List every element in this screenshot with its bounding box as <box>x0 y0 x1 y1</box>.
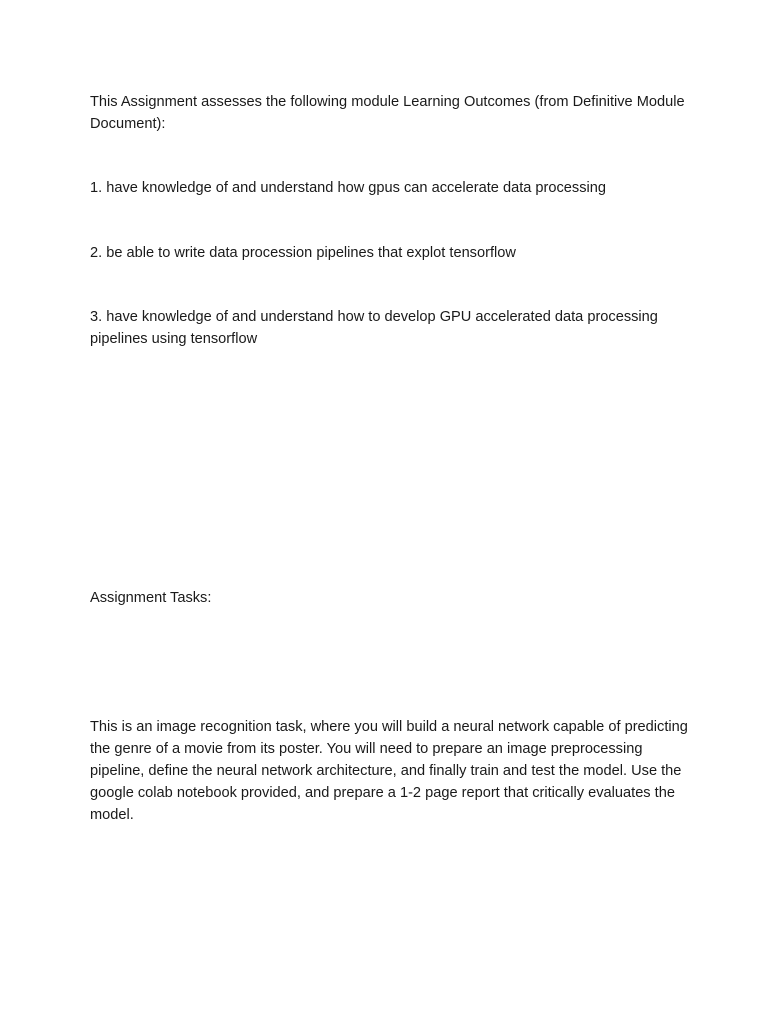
learning-outcome-1: 1. have knowledge of and understand how gpus can accelerate data processing <box>90 180 606 196</box>
task-description-paragraph: This is an image recognition task, where you will build a neural network capable of predicting the genre of a movie from its poster. You will need to prepare an image preprocessing pipeline, define the neural network architecture, and finally train and test the model. Use the google colab notebook provided, and prepare a 1-2 page report that critically evaluates the model. <box>90 719 688 823</box>
learning-outcome-2: 2. be able to write data procession pipelines that explot tensorflow <box>90 245 516 261</box>
learning-outcome-3: 3. have knowledge of and understand how to develop GPU accelerated data processing pipelines using tensorflow <box>90 309 658 347</box>
tasks-heading: Assignment Tasks: <box>90 590 212 606</box>
intro-paragraph: This Assignment assesses the following module Learning Outcomes (from Definitive Module Document): <box>90 94 685 132</box>
